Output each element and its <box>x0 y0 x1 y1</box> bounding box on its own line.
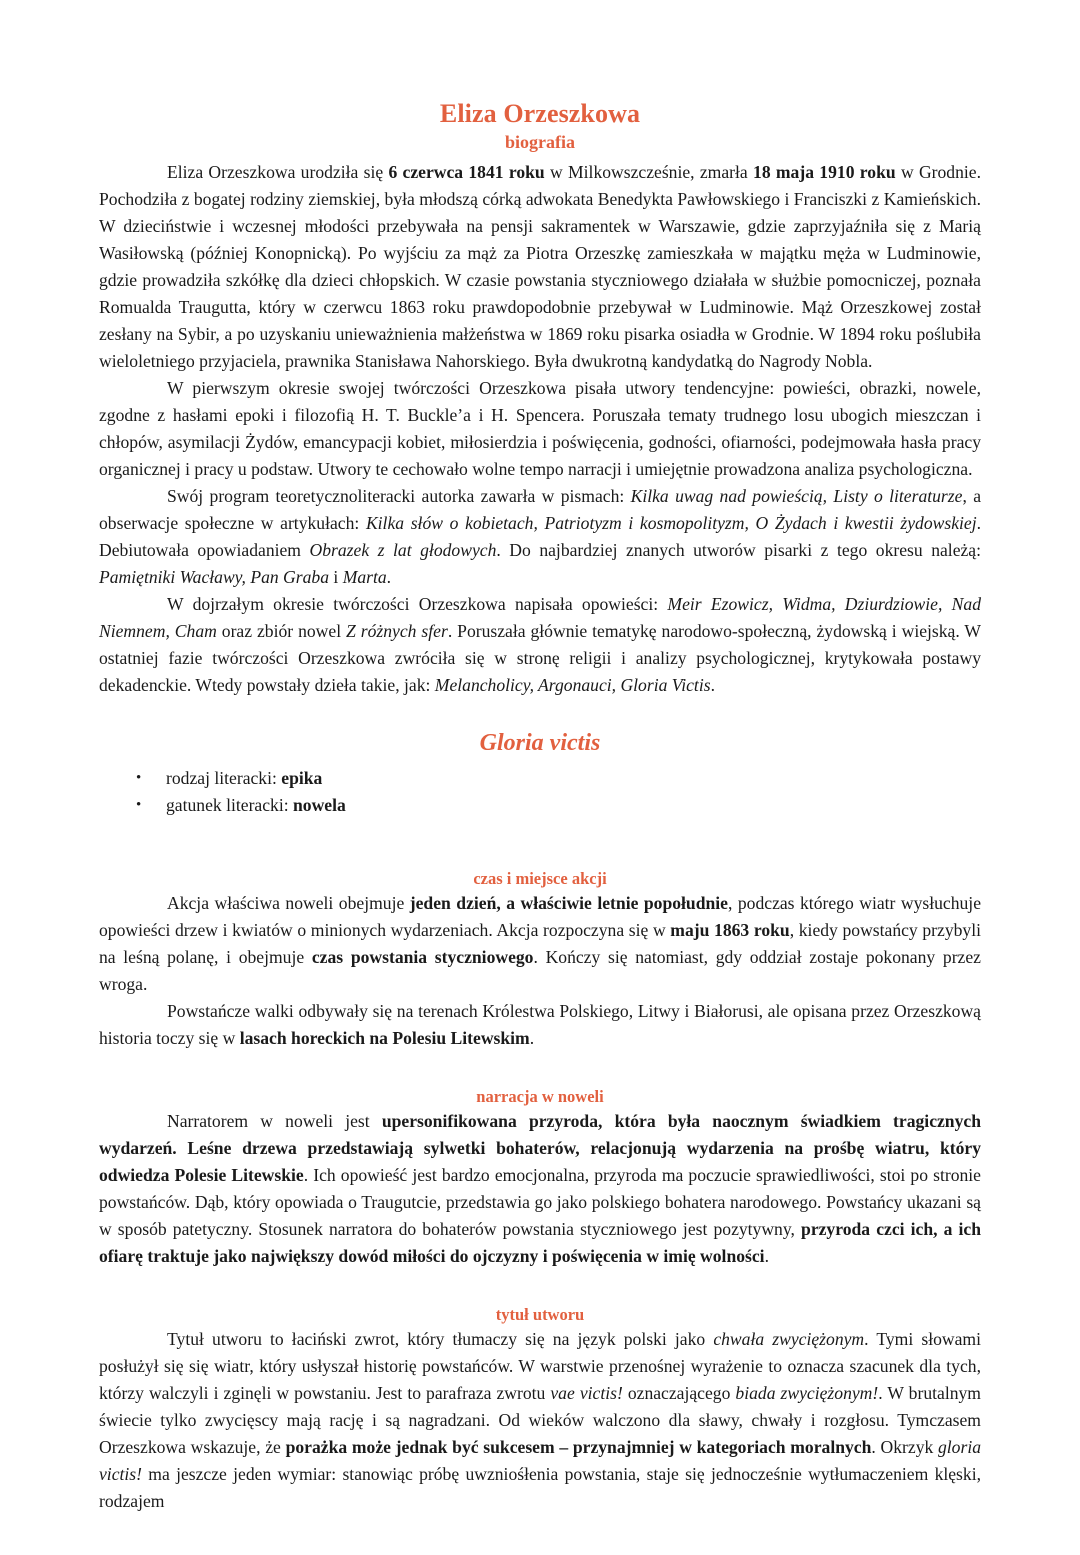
text-run: ma jeszcze jeden wymiar: stanowiąc próbę uwzniośłenia powstania, staje się jednocześnie wytłumaczeniem klęski, rodzajem <box>99 1464 981 1511</box>
text-run: , a obserwacje społeczne w artykułach: <box>99 486 981 533</box>
page-subtitle: biografia <box>505 132 575 152</box>
section-paragraph <box>99 998 981 1052</box>
emphasis-italic: biada zwyciężonym! <box>735 1383 879 1403</box>
biography-paragraph-1 <box>99 159 981 375</box>
text-run: . Debiutowała opowiadaniem <box>99 513 981 560</box>
literary-meta-list <box>99 765 981 819</box>
meta-value: epika <box>281 768 323 788</box>
emphasis-bold: czas powstania styczniowego <box>311 947 534 967</box>
section-paragraph <box>99 890 981 998</box>
text-run: Swój program teoretycznoliteracki autorka zawarła w pismach: <box>167 486 631 506</box>
text-run: , kiedy powstańcy przybyli na leśną polanę, i obejmuje <box>99 920 981 967</box>
emphasis-italic: Marta <box>342 567 387 587</box>
section-heading-narracja-w-noweli: narracja w noweli <box>476 1087 604 1106</box>
emphasis-bold: maju 1863 roku <box>670 920 790 940</box>
section-paragraph <box>99 1326 981 1515</box>
text-run: oraz zbiór nowel <box>216 621 347 641</box>
emphasis-italic: Obrazek z lat głodowych <box>309 540 497 560</box>
page-title: Eliza Orzeszkowa <box>439 99 641 128</box>
emphasis-italic: Kilka uwag nad powieścią, Listy o literaturze <box>630 486 963 506</box>
emphasis-italic: Pamiętniki Wacławy, Pan Graba <box>99 567 329 587</box>
text-run: . Tymi słowami posłużył się się wiatr, który usłyszał historię powstańców. W warstwie przenośnej wyrażenie to oznacza szacunek dla tych, którzy walczyli i zginęli w powstaniu. Jest to parafraza zwrotu <box>99 1329 981 1403</box>
section-heading-tytul-utworu: tytuł utworu <box>495 1305 585 1324</box>
text-run: . Do najbardziej znanych utworów pisarki z tego okresu należą: <box>496 540 982 560</box>
biography-paragraph-4 <box>99 591 981 699</box>
meta-label: rodzaj literacki: <box>166 768 282 788</box>
emphasis-bold: porażka może jednak być sukcesem – przynajmniej w kategoriach moralnych <box>285 1437 872 1457</box>
text-run: Akcja właściwa noweli obejmuje <box>167 893 410 913</box>
list-item <box>99 765 981 792</box>
text-run: w Grodnie. Pochodziła z bogatej rodziny ziemskiej, była młodszą córką adwokata Benedykta Pawłowskiego i Franciszki z Kamieńskich. W dzieciństwie i wczesnej młodości przebywała na pensji sakramentek w Warszawie, gdzie zaprzyjaźniła się z Marią Wasiłowską (później Konopnicką). Po wyjściu za mąż za Piotra Orzeszkę zamieszkała w majątku męża w Ludminowie, gdzie prowadziła szkółkę dla dzieci chłopskich. W czasie powstania styczniowego działała w służbie pomocniczej, poznała Romualda Traugutta, który w czerwcu 1863 roku prawdopodobnie przebywał w Ludminowie. Mąż Orzeszkowej został zesłany na Sybir, a po uzyskaniu unieważnienia małżeństwa w 1869 roku pisarka osiadła w Grodnie. W 1894 roku poślubiła wieloletniego przyjaciela, prawnika Stanisława Nahorskiego. Była dwukrotną kandydatką do Nagrody Nobla. <box>99 162 981 371</box>
text-run: Tytuł utworu to łaciński zwrot, który tłumaczy się na język polski jako <box>167 1329 714 1349</box>
emphasis-italic: chwała zwyciężonym <box>713 1329 865 1349</box>
text-run: . <box>764 1246 769 1266</box>
text-run: Narratorem w noweli jest <box>167 1111 382 1131</box>
list-item <box>99 792 981 819</box>
text-run: . <box>386 567 392 587</box>
biography-paragraph-3 <box>99 483 981 591</box>
text-run: Eliza Orzeszkowa urodziła się <box>167 162 389 182</box>
text-run: w Milkowszcześnie, zmarła <box>544 162 754 182</box>
emphasis-italic: vae victis! <box>550 1383 623 1403</box>
work-title-gloria-victis: Gloria victis <box>479 730 601 756</box>
emphasis-bold: 18 maja 1910 roku <box>753 162 896 182</box>
text-run: . W brutalnym świecie tylko zwycięscy mają rację i są nagradzani. Od wieków walczono dla sławy, chwały i rozgłosu. Tymczasem Orzeszkowa wskazuje, że <box>99 1383 981 1457</box>
emphasis-italic: Kilka słów o kobietach, Patriotyzm i kosmopolityzm, O Żydach i kwestii żydowskiej <box>365 513 977 533</box>
meta-value: nowela <box>293 795 346 815</box>
biography-paragraph-2 <box>99 375 981 483</box>
text-run: Powstańcze walki odbywały się na terenach Królestwa Polskiego, Litwy i Białorusi, ale opisana przez Orzeszkową historia toczy się w <box>99 1001 981 1048</box>
emphasis-italic: Melancholicy, Argonauci, Gloria Victis <box>434 675 711 695</box>
meta-label: gatunek literacki: <box>166 795 294 815</box>
text-run: . Poruszała głównie tematykę narodowo-społeczną, żydowską i wiejską. W ostatniej fazie twórczości Orzeszkowa zwróciła się w stronę religii i analizy psychologicznej, krytykowała postawy dekadenckie. Wtedy powstały dzieła takie, jak: <box>99 621 981 695</box>
text-run: . Kończy się natomiast, gdy oddział zostaje pokonany przez wroga. <box>99 947 981 994</box>
emphasis-bold: przyroda czci ich, a ich ofiarę traktuje jako największy dowód miłości do ojczyzny i poświęcenia w imię wolności <box>99 1219 982 1266</box>
text-run: W pierwszym okresie swojej twórczości Orzeszkowa pisała utwory tendencyjne: powieści, obrazki, nowele, zgodne z hasłami epoki i filozofią H. T. Buckle’a i H. Spencera. Poruszała tematy trudnego losu ubogich mieszczan i chłopów, asymilacji Żydów, emancypacji kobiet, miłosierdzia i poświęcenia, godności, ofiarności, podejmowała hasła pracy organicznej i pracy u podstaw. Utwory te cechowało wolne tempo narracji i umiejętnie prowadzona analiza psychologiczna. <box>99 378 981 479</box>
emphasis-bold: lasach horeckich na Polesiu Litewskim <box>239 1028 530 1048</box>
emphasis-bold: jeden dzień, a właściwie letnie popołudnie <box>409 893 728 913</box>
emphasis-italic: Meir Ezowicz, Widma, Dziurdziowie, Nad Niemnem, Cham <box>99 594 982 641</box>
emphasis-italic: gloria victis! <box>99 1437 982 1484</box>
section-heading-czas-i-miejsce-akcji: czas i miejsce akcji <box>473 869 607 888</box>
emphasis-bold: 6 czerwca 1841 roku <box>388 162 545 182</box>
emphasis-bold: upersonifikowana przyroda, która była naocznym świadkiem tragicznych wydarzeń. Leśne drzewa przedstawiają sylwetki bohaterów, relacjonują wydarzenia na prośbę wiatru, który odwiedza Polesie Litewskie <box>99 1111 981 1185</box>
text-run: i <box>329 567 343 587</box>
text-run: oznaczającego <box>622 1383 736 1403</box>
text-run: . Okrzyk <box>871 1437 938 1457</box>
text-run: , podczas którego wiatr wysłuchuje opowieści drzew i kwiatów o minionych wydarzeniach. Akcja rozpoczyna się w <box>99 893 982 940</box>
text-run: . Ich opowieść jest bardzo emocjonalna, przyroda ma poczucie sprawiedliwości, stoi po stronie powstańców. Dąb, który opowiada o Traugutcie, przedstawia go jako polskiego bohatera narodowego. Powstańcy ukazani są w sposób patetyczny. Stosunek narratora do bohaterów powstania styczniowego jest pozytywny, <box>99 1165 981 1239</box>
text-run: . <box>710 675 715 695</box>
text-run: . <box>529 1028 535 1048</box>
text-run: W dojrzałym okresie twórczości Orzeszkowa napisała opowieści: <box>167 594 668 614</box>
section-paragraph <box>99 1108 981 1270</box>
emphasis-italic: Z różnych sfer <box>346 621 448 641</box>
